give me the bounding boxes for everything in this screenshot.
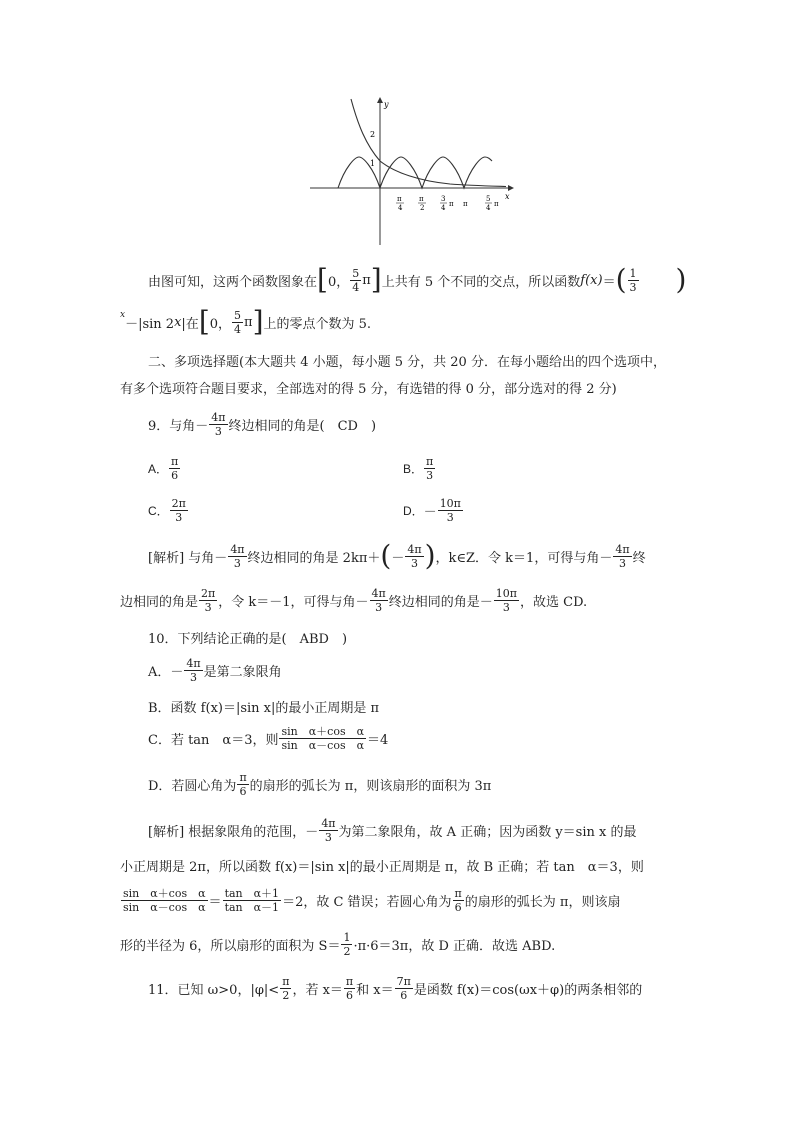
conclusion-line-1: 由图可知，这两个函数图象在 [ 0， $\frac{5}{4}$ π ] 上共有 5 个不同的交点，所以函数 f(x) ＝ ( $\frac{1}{3}$ ) xyxy=(148,263,687,296)
q9-option-b[interactable]: B． $\frac{\pi}{3}$ xyxy=(403,454,434,482)
svg-text:5: 5 xyxy=(486,195,491,203)
q9-option-c[interactable]: C． $\frac{2\pi}{3}$ xyxy=(148,496,186,524)
section-2-line-1: 二、多项选择题(本大题共 4 小题，每小题 5 分，共 20 分．在每小题给出的四个选项中， xyxy=(148,355,666,370)
x-tick-4 xyxy=(463,200,468,208)
q9-analysis-line-2: 边相同的角是 $\frac{2\pi}{3}$ ，令 k＝－1，可得与角－ $\frac{4\pi}{3}$ 终边相同的角是－ $\frac{10\pi}{3}$ ，故选 CD. xyxy=(120,586,588,614)
q10-analysis-line-4: 形的半径为 6，所以扇形的面积为 S＝ $\frac{1}{2}$ ·π·6＝3π，故 D 正确．故选 ABD. xyxy=(120,930,556,958)
q9-analysis-line-1: [解析] 与角－ $\frac{4\pi}{3}$ 终边相同的角是 2kπ＋ ( － $\frac{4\pi}{3}$ ) ，k∈Z．令 k＝1，可得与角－ $\frac{4\pi}{3}$ 终 xyxy=(148,539,646,572)
q10-stem: 10．下列结论正确的是( ABD ) xyxy=(148,632,348,647)
svg-text:π: π xyxy=(419,195,424,203)
y-axis-arrow xyxy=(377,97,383,103)
svg-text:π: π xyxy=(397,195,402,203)
svg-text:π: π xyxy=(463,200,468,208)
x-axis-arrow xyxy=(508,185,514,191)
x-tick-1 xyxy=(396,195,404,212)
y-axis-label: y xyxy=(384,100,389,109)
q10-analysis-line-1: [解析] 根据象限角的范围，－ $\frac{4\pi}{3}$ 为第二象限角，故 A 正确；因为函数 y＝sin x 的最 xyxy=(148,816,637,844)
conclusion-line-2: x －|sin 2 x |在 [ 0， $\frac{5}{4}$ π ] 上的零点个数为 5. xyxy=(120,305,372,338)
x-tick-2 xyxy=(418,195,426,212)
svg-text:2: 2 xyxy=(420,204,425,212)
q11-stem: 11．已知 ω>0，|φ|< $\frac{\pi}{2}$ ，若 x＝ $\frac{\pi}{6}$ 和 x＝ $\frac{7\pi}{6}$ 是函数 f(x)＝cos(ωx＋φ)的两条相邻的 xyxy=(148,974,643,1002)
svg-text:4: 4 xyxy=(441,204,446,212)
y-tick-2: 2 xyxy=(370,130,376,139)
q10-option-b[interactable]: B．函数 f(x)＝|sin x|的最小正周期是 π xyxy=(148,701,380,716)
interval-fraction: $\frac{5}{4}$ xyxy=(352,266,360,294)
y-tick-1: 1 xyxy=(370,159,376,168)
function-graph xyxy=(300,95,525,250)
x-axis-label: x xyxy=(505,192,510,201)
svg-text:3: 3 xyxy=(441,195,446,203)
q9-stem: 9．与角－ $\frac{4\pi}{3}$ 终边相同的角是( CD ) xyxy=(148,410,377,438)
q10-option-a[interactable]: A．－ $\frac{4\pi}{3}$ 是第二象限角 xyxy=(148,656,282,684)
q9-option-d[interactable]: D． － $\frac{10\pi}{3}$ xyxy=(403,496,461,524)
section-2-line-2: 有多个选项符合题目要求，全部选对的得 5 分，有选错的得 0 分，部分选对的得 2 分) xyxy=(120,382,617,397)
q10-analysis-line-3: $\frac{\text{sin α＋cos α}}{\text{sin α－cos α}}$ ＝ $\frac{\text{tan α＋1}}{\text{tan α－1}}$ ＝2，故 C 错误；若圆心角为 $\frac{\pi}{6}$ 的扇形的弧长为 π，则该扇 xyxy=(123,886,621,914)
x-tick-3 xyxy=(440,195,454,212)
x-tick-5 xyxy=(485,195,499,212)
svg-text:π: π xyxy=(449,200,454,208)
base-fraction: $\frac{1}{3}$ xyxy=(629,266,637,294)
q10-option-d[interactable]: D．若圆心角为 $\frac{\pi}{6}$ 的扇形的弧长为 π，则该扇形的面积为 3π xyxy=(148,770,492,798)
svg-text:4: 4 xyxy=(398,204,403,212)
q9-option-a[interactable]: A． $\frac{\pi}{6}$ xyxy=(148,454,179,482)
svg-text:4: 4 xyxy=(486,204,491,212)
q10-option-c[interactable]: C．若 tan α＝3，则 $\frac{\text{sin α＋cos α}}{\text{sin α－cos α}}$ ＝4 xyxy=(148,724,389,752)
abs-sin-curve xyxy=(338,157,492,188)
svg-text:π: π xyxy=(494,200,499,208)
q10-analysis-line-2: 小正周期是 2π，所以函数 f(x)＝|sin x|的最小正周期是 π，故 B 正确；若 tan α＝3，则 xyxy=(120,860,644,875)
